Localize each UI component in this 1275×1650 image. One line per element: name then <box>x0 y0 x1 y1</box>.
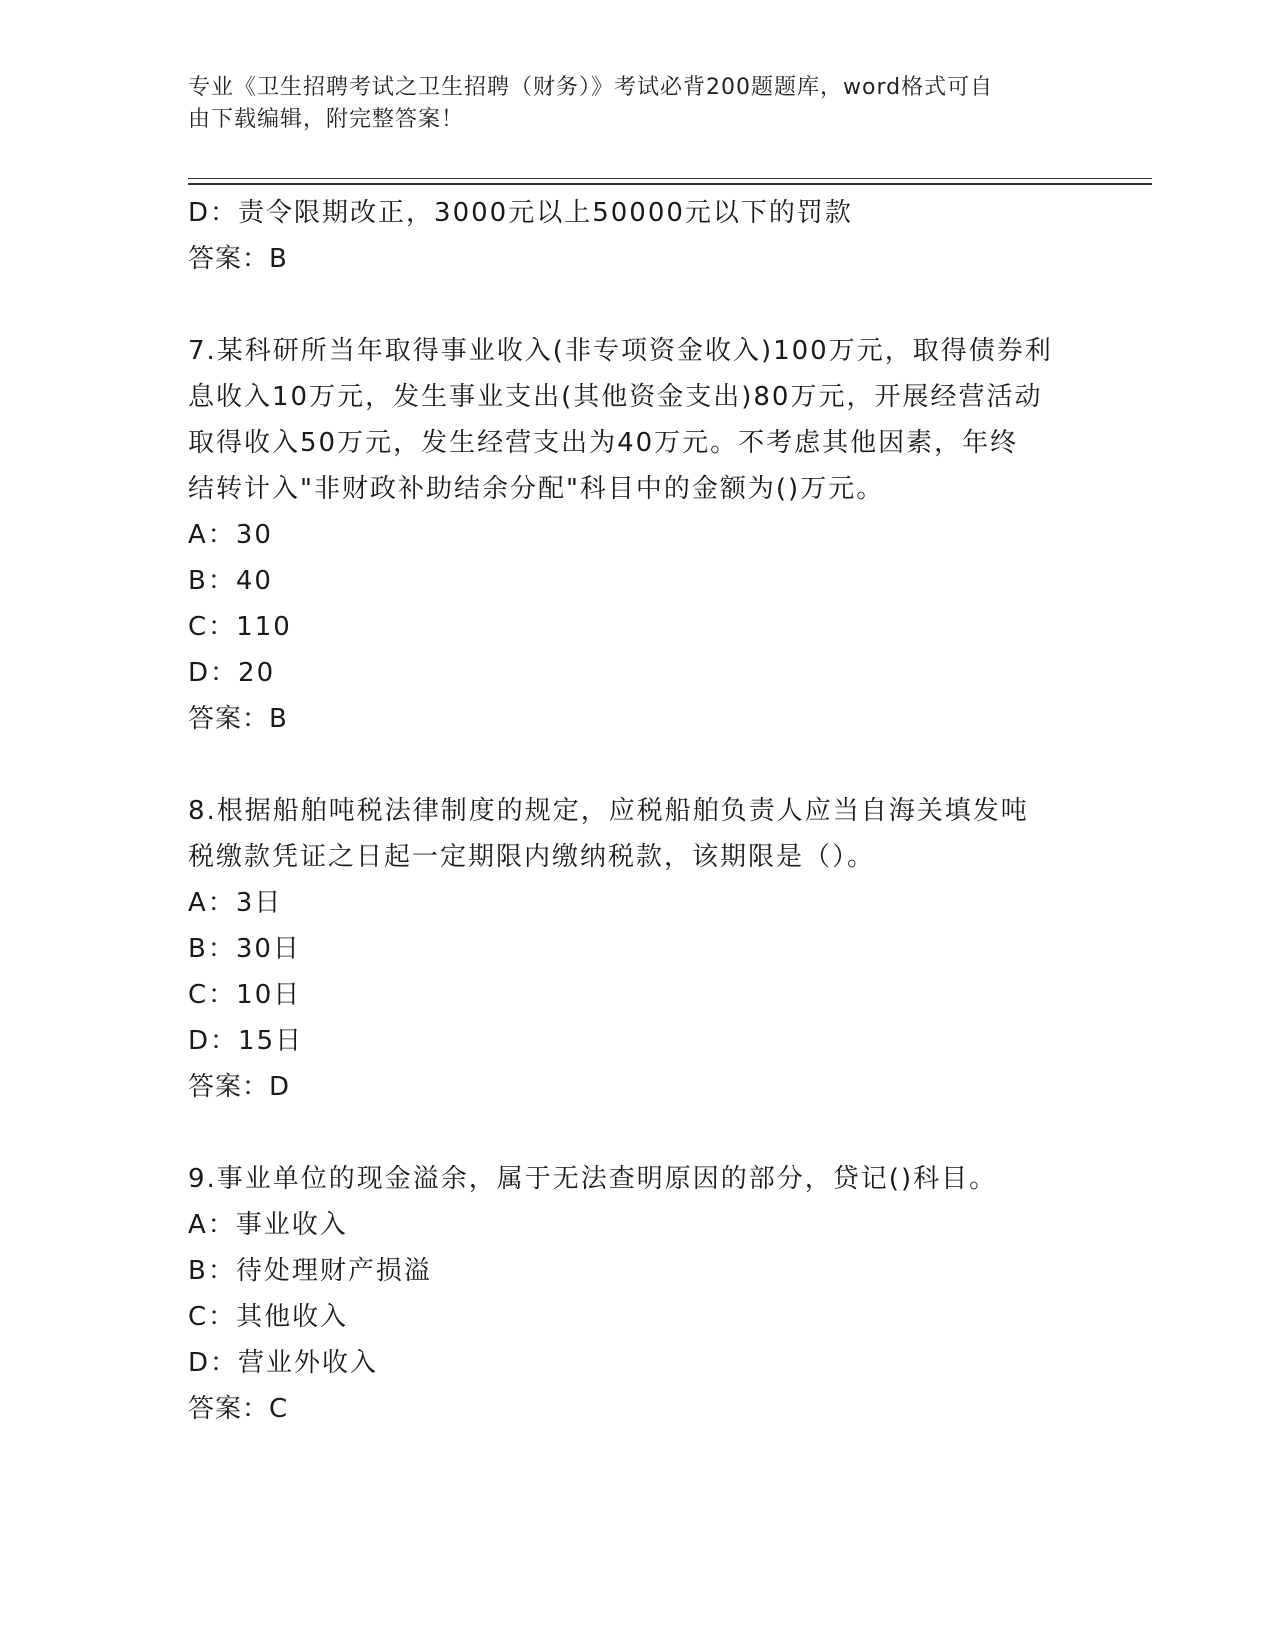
question-stem <box>188 1156 1088 1202</box>
document-body <box>188 190 1088 1432</box>
stem-line: 税缴款凭证之日起一定期限内缴纳税款，该期限是（）。 <box>188 842 876 872</box>
option-d: D：20 <box>188 658 276 688</box>
option-d: D：营业外收入 <box>188 1348 379 1378</box>
answer: 答案：B <box>188 704 288 734</box>
option-c: C：10日 <box>188 980 302 1010</box>
stem-line: 取得收入50万元，发生经营支出为40万元。不考虑其他因素，年终 <box>188 428 1019 458</box>
header-title-line-1: 专业《卫生招聘考试之卫生招聘（财务）》考试必背200题题库，word格式可自 <box>188 75 994 100</box>
question-9 <box>188 1156 1088 1432</box>
option-a: A：事业收入 <box>188 1210 348 1240</box>
option-c: C：110 <box>188 612 292 642</box>
question-stem <box>188 328 1088 512</box>
document-header <box>188 72 1068 136</box>
stem-line: 结转计入"非财政补助结余分配"科目中的金额为()万元。 <box>188 474 885 504</box>
stem-line: 9.事业单位的现金溢余，属于无法查明原因的部分，贷记()科目。 <box>188 1164 998 1194</box>
option-d: D：15日 <box>188 1026 304 1056</box>
header-title-line-2: 由下载编辑，附完整答案！ <box>188 107 465 132</box>
spacer <box>188 1110 1088 1156</box>
carryover-option-d: D：责令限期改正，3000元以上50000元以下的罚款 <box>188 198 853 228</box>
option-c: C：其他收入 <box>188 1302 349 1332</box>
header-divider-thick <box>188 183 1152 185</box>
option-b: B：30日 <box>188 934 301 964</box>
question-8 <box>188 788 1088 1110</box>
carryover-answer: 答案：B <box>188 244 288 274</box>
stem-line: 8.根据船舶吨税法律制度的规定，应税船舶负责人应当自海关填发吨 <box>188 796 1029 826</box>
question-7 <box>188 328 1088 742</box>
option-b: B：40 <box>188 566 273 596</box>
answer: 答案：D <box>188 1072 291 1102</box>
spacer <box>188 742 1088 788</box>
option-b: B：待处理财产损溢 <box>188 1256 432 1286</box>
stem-line: 7.某科研所当年取得事业收入(非专项资金收入)100万元，取得债券利 <box>188 336 1053 366</box>
stem-line: 息收入10万元，发生事业支出(其他资金支出)80万元，开展经营活动 <box>188 382 1043 412</box>
answer: 答案：C <box>188 1394 289 1424</box>
question-stem <box>188 788 1088 880</box>
spacer <box>188 282 1088 328</box>
header-divider-thin <box>188 178 1152 179</box>
option-a: A：3日 <box>188 888 283 918</box>
option-a: A：30 <box>188 520 273 550</box>
